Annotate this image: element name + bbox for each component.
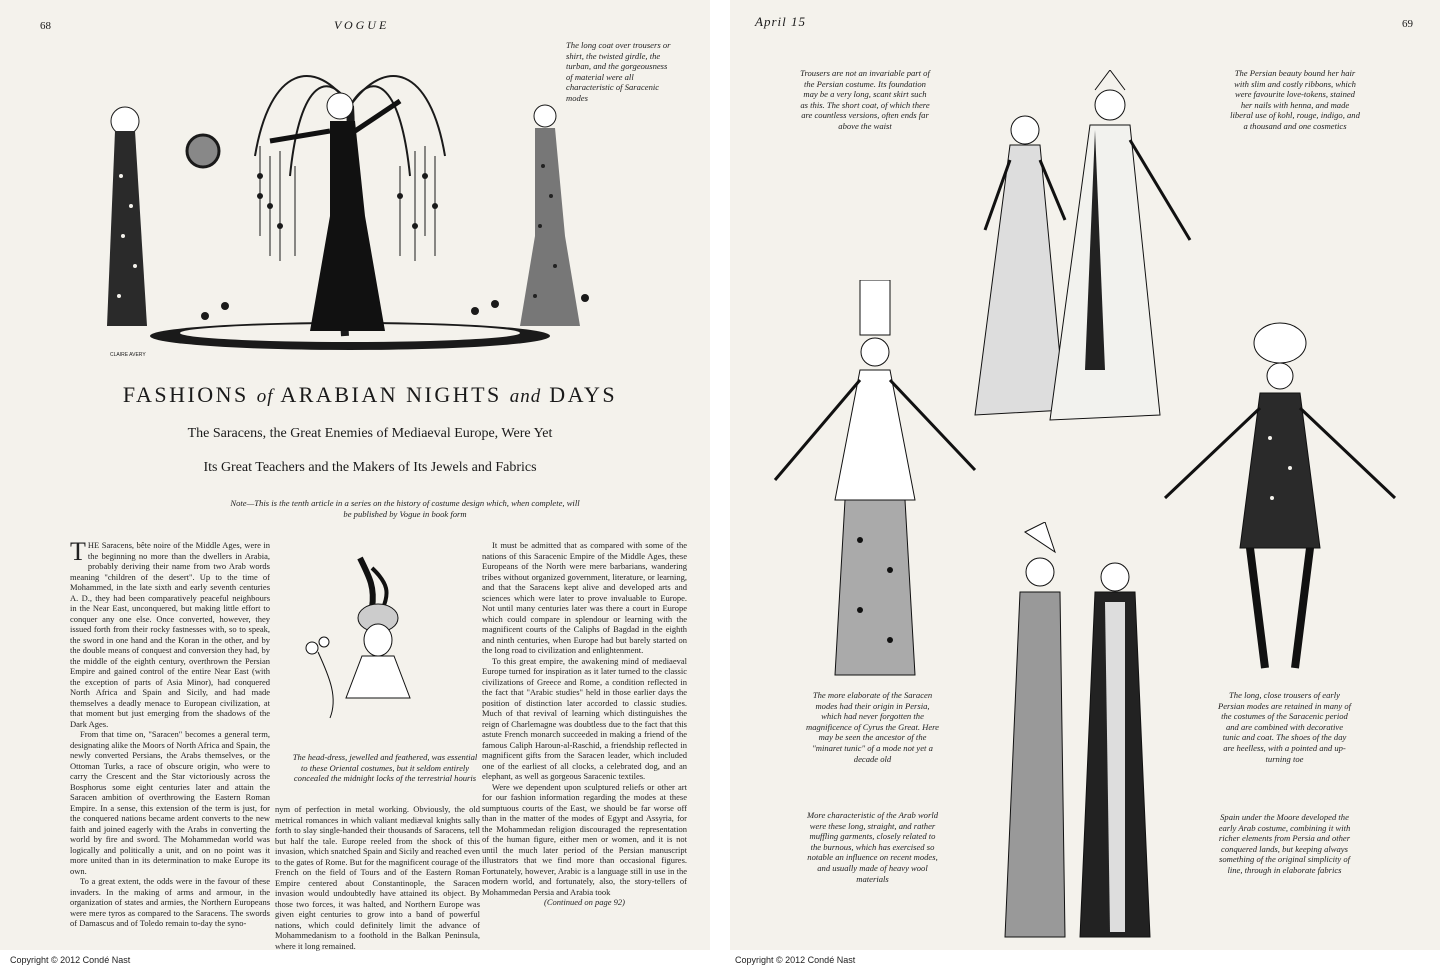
running-head-vogue: VOGUE <box>334 18 390 32</box>
article-headline: FASHIONS of ARABIAN NIGHTS and DAYS <box>122 382 618 407</box>
headdress-illustration <box>300 548 460 728</box>
saracen-modes-caption: The more elaborate of the Saracen modes had their origin in Persia, which had never forgotten the magnificence of Cyrus the Great. Here may be seen the ancestor of the "minaret tunic" of a mode not yet a decade old <box>805 690 939 764</box>
right-page-number: 69 <box>1402 18 1413 30</box>
subtitle-line-2: Its Great Teachers and the Makers of Its Jewels and Fabrics <box>203 460 537 475</box>
page-gutter <box>710 0 730 950</box>
arab-pair-illustration <box>985 522 1195 942</box>
early-trousers-illustration <box>1160 318 1400 678</box>
right-page <box>730 0 1440 950</box>
top-caption: The long coat over trousers or shirt, the twisted girdle, the turban, and the gorgeousness of material were all characteristic of Saracenic modes <box>566 40 671 103</box>
column-2: nym of perfection in metal working. Obviously, the old metrical romances in which valiant mediæval knights sally forth to slay single-handed their thousands of Saracens, tell but half the tale. Europe reeled from the shock of this invasion, which snatched Spain and Sicily and reached even to the gates of Rome. But for the magnificent courage of the French on the field of Tours and of the Eastern Roman Empire centered about Constantinople, the Saracen invasion would undoubtedly have attained its object. By those two forces, it was halted, and Northern Europe was given eight centuries to grow into a band of powerful nations, which could definitely limit the advance of Mohammedanism to a foothold in the Balkan Peninsula, where it long remained. <box>275 804 480 951</box>
drop-cap: T <box>70 537 86 566</box>
dancers-illustration <box>95 36 605 366</box>
minaret-tunic-illustration <box>765 280 995 680</box>
persian-beauty-caption: The Persian beauty bound her hair with slim and costly ribbons, which were favourite love-tokens, stained her nails with henna, and made liberal use of kohl, rouge, indigo, and a thousand and one cosmetics <box>1230 68 1360 131</box>
artist-signature: CLAIRE AVERY <box>110 352 146 358</box>
early-trousers-caption: The long, close trousers of early Persian modes are retained in many of the costumes of the Saracenic period and are combined with decorative tunic and coat. The shoes of the day are heelless, with a pointed and up-turning toe <box>1217 690 1352 764</box>
copyright-left: Copyright © 2012 Condé Nast <box>10 955 131 965</box>
headdress-caption: The head-dress, jewelled and feathered, was essential to these Oriental costumes, but it seldom entirely concealed the midnight locks of the terrestrial houris <box>292 752 478 784</box>
spain-moore-caption: Spain under the Moore developed the early Arab costume, combining it with richer elements from Persia and other conquered lands, but keeping always something of the original simplicity of line, through in elaborate fabrics <box>1218 812 1351 875</box>
arab-world-caption: More characteristic of the Arab world were these long, straight, and rather muffling garments, closely related to the burnous, which has exercised so notable an influence on recent modes, and usually made of heavy wool materials <box>806 810 939 884</box>
continued-note: (Continued on page 92) <box>544 897 625 907</box>
column-1: THE Saracens, bête noire of the Middle Ages, were in the beginning no more than the dwellers in Arabia, probably deriving their name from two Arab words meaning "children of the desert". Up to the time of Mohammed, in the late sixth and early seventh centuries A. D., they had been comparatively peaceful neighbours in the Near East, unconquered, but making little effort to conquer any one else. Once converted, however, they issued forth from their rocky fastnesses with, so to speak, the sword in one hand and the Koran in the other, and by the double means of conquest and conversion they had, by the middle of the eighth century, overthrown the Persian Empire and gained control of the entire Near East (with the exception of parts of Asia Minor), had conquered North Africa and Spain and Sicily, and had made themselves a deadly menace to European civilization, at that moment but just emerging from the shadows of the Dark Ages. From that time on, "Saracen" becomes a general term, designating alike the Moors of North Africa and Spain, the newly converted Persians, the Arabs themselves, or the Ottoman Turks, a race of obscure origin, who were to carry the Crescent and the Star victoriously across the Bosphorus some eight centuries later and attain the Saracen ambition of overthrowing the Eastern Roman Empire. In a sense, this extension of the term is just, for the conquered nations became ardent converts to the new faith and joined eagerly with the Arabs in converting the world by fire and sword. The Mohammedan world was logically and politically a unit, and on no point was it more united than in its determination to make Europe its own. To a great extent, the odds were in the favour of these invaders. In the making of arms and armour, in the organization of states and armies, the Northern Europeans were mere tyros as compared to the Saracens. The swords of Damascus and of Toledo remain to-day the syno- <box>70 537 270 928</box>
left-page-number: 68 <box>40 20 51 32</box>
subtitle-line-1: The Saracens, the Great Enemies of Mediaeval Europe, Were Yet <box>187 426 553 441</box>
copyright-right: Copyright © 2012 Condé Nast <box>735 955 856 965</box>
left-page <box>0 0 710 950</box>
series-note: Note—This is the tenth article in a series on the history of costume design which, when complete, will be published by Vogue in book form <box>230 498 580 519</box>
running-head-date: April 15 <box>755 14 806 29</box>
column-3: It must be admitted that as compared with some of the nations of this Saracenic Empire of the Middle Ages, these Europeans of the North were mere barbarians, wandering tribes without organized government, literature, or learning, and that the Saracens kept alive and developed arts and sciences which were later to prove invaluable to Europe. Not until many centuries later was there a court in Europe which could compare in splendour or learning with the magnificent courts of the Caliphs of Bagdad in the eighth and ninth centuries, when Europe had but barely started on the long road to civilization and enlightenment. To this great empire, the awakening mind of mediaeval Europe turned for inspiration as it later turned to the classic civilizations of Greece and Rome, a condition reflected in the fact that "Arabic studies" held in those earlier days the position of distinction later accorded to classic studies. Much of that revival of learning which distinguishes the reign of Charlemagne was doubtless due to the fact that this astute French monarch succeeded in making a friend of the famous Caliph Haroun-al-Raschid, a friendship reflected in magnificent gifts from the Saracen leader, which included one of the earliest of all clocks, a celebrated dog, and an elephant, as well as gorgeous Saracenic textiles. Were we dependent upon sculptured reliefs or other art for our fashion information regarding the modes at these sumptuous courts of the East, we should be far worse off than in the matter of the modes of Egypt and Assyria, for the Mohammedan religion discouraged the representation of the human figure, either men or women, and it is not until the much later period of the Persian manuscript illustrators that we find more than occasional figures. Fortunately, however, Arabic is a language still in use in the modern world, and fortunately, also, the story-tellers of Mohammedan Persia and Arabia took (Continued on page 92) <box>482 540 687 907</box>
trousers-caption: Trousers are not an invariable part of the Persian costume. Its foundation may be a very long, scant skirt such as this. The short coat, of which there are countless versions, often ends far above the waist <box>800 68 930 131</box>
